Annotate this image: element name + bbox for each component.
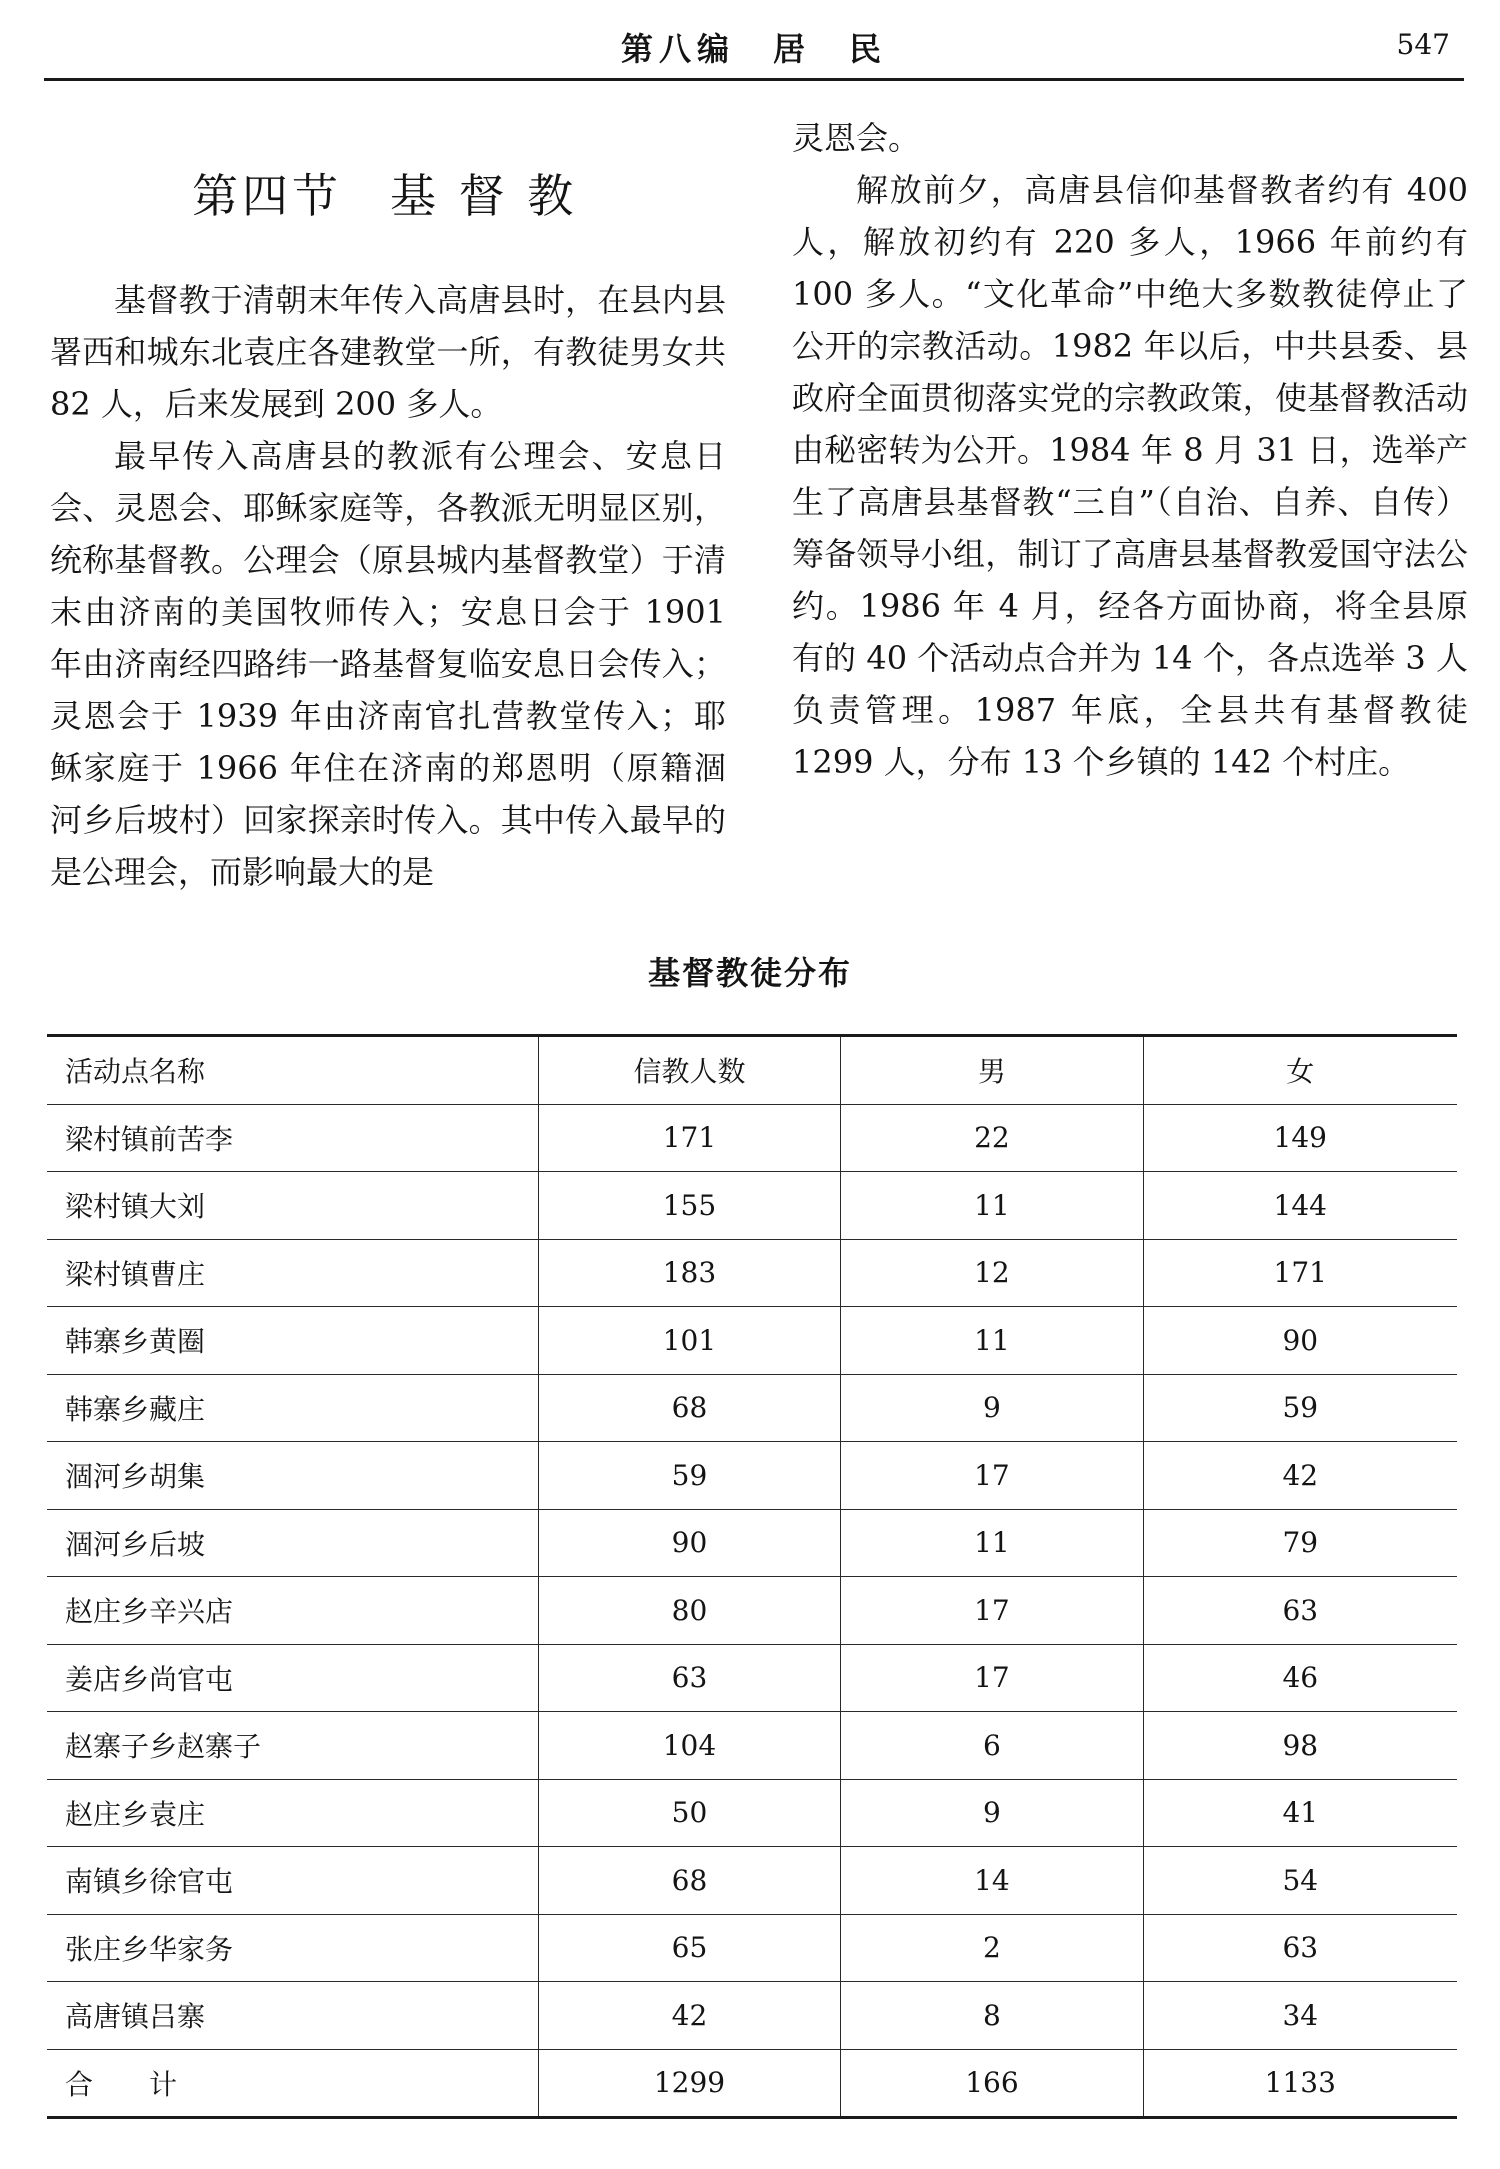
- count-cell: 42: [1143, 1442, 1457, 1510]
- count-cell: 79: [1143, 1509, 1457, 1577]
- site-name-cell: 南镇乡徐官屯: [47, 1847, 538, 1915]
- site-name-cell: 梁村镇曹庄: [47, 1239, 538, 1307]
- site-name-cell: 姜店乡尚官屯: [47, 1644, 538, 1712]
- table-row: [47, 1577, 1457, 1645]
- count-cell: 11: [841, 1307, 1143, 1375]
- count-cell: 42: [538, 1982, 841, 2050]
- count-cell: 80: [538, 1577, 841, 1645]
- site-name-cell: 梁村镇大刘: [47, 1172, 538, 1240]
- count-cell: 54: [1143, 1847, 1457, 1915]
- paragraph: 基督教于清朝末年传入高唐县时，在县内县署西和城东北袁庄各建教堂一所，有教徒男女共 82 人，后来发展到 200 多人。: [50, 281, 726, 423]
- table-row: [47, 1374, 1457, 1442]
- distribution-table: [47, 1034, 1457, 2119]
- site-name-cell: 赵寨子乡赵寨子: [47, 1712, 538, 1780]
- count-cell: 17: [841, 1577, 1143, 1645]
- count-cell: 2: [841, 1914, 1143, 1982]
- table-row: [47, 1172, 1457, 1240]
- site-name-cell: 韩寨乡黄圈: [47, 1307, 538, 1375]
- table-row: [47, 1847, 1457, 1915]
- count-cell: 68: [538, 1374, 841, 1442]
- count-cell: 59: [538, 1442, 841, 1510]
- section-name: 基 督 教: [390, 169, 578, 223]
- count-cell: 63: [1143, 1577, 1457, 1645]
- count-cell: 11: [841, 1172, 1143, 1240]
- site-name-cell: 赵庄乡袁庄: [47, 1779, 538, 1847]
- count-cell: 1299: [538, 2049, 841, 2118]
- paragraph-continuation: 灵恩会。: [792, 119, 921, 157]
- count-cell: 59: [1143, 1374, 1457, 1442]
- table-row: [47, 1239, 1457, 1307]
- table-row: [47, 1644, 1457, 1712]
- column-header: 活动点名称: [47, 1036, 538, 1105]
- site-name-cell: 赵庄乡辛兴店: [47, 1577, 538, 1645]
- count-cell: 41: [1143, 1779, 1457, 1847]
- count-cell: 8: [841, 1982, 1143, 2050]
- count-cell: 14: [841, 1847, 1143, 1915]
- count-cell: 46: [1143, 1644, 1457, 1712]
- table-row: [47, 1509, 1457, 1577]
- count-cell: 9: [841, 1779, 1143, 1847]
- count-cell: 65: [538, 1914, 841, 1982]
- table-row: [47, 1307, 1457, 1375]
- section-label: 第四节: [192, 169, 342, 223]
- table-total-row: [47, 2049, 1457, 2118]
- count-cell: 155: [538, 1172, 841, 1240]
- count-cell: 6: [841, 1712, 1143, 1780]
- count-cell: 171: [1143, 1239, 1457, 1307]
- table-row: [47, 1914, 1457, 1982]
- count-cell: 149: [1143, 1104, 1457, 1172]
- count-cell: 17: [841, 1644, 1143, 1712]
- right-column: [792, 112, 1468, 788]
- count-cell: 104: [538, 1712, 841, 1780]
- count-cell: 34: [1143, 1982, 1457, 2050]
- count-cell: 1133: [1143, 2049, 1457, 2118]
- table-body: [47, 1104, 1457, 2118]
- table-row: [47, 1779, 1457, 1847]
- column-header: 男: [841, 1036, 1143, 1105]
- chapter-title: 第八编 居 民: [620, 30, 887, 68]
- column-header: 女: [1143, 1036, 1457, 1105]
- table-row: [47, 1982, 1457, 2050]
- site-name-cell: 涸河乡后坡: [47, 1509, 538, 1577]
- site-name-cell: 合 计: [47, 2049, 538, 2118]
- table-row: [47, 1442, 1457, 1510]
- table-row: [47, 1104, 1457, 1172]
- section-heading: [192, 160, 577, 226]
- count-cell: 90: [538, 1509, 841, 1577]
- count-cell: 101: [538, 1307, 841, 1375]
- count-cell: 50: [538, 1779, 841, 1847]
- count-cell: 166: [841, 2049, 1143, 2118]
- site-name-cell: 张庄乡华家务: [47, 1914, 538, 1982]
- count-cell: 144: [1143, 1172, 1457, 1240]
- count-cell: 90: [1143, 1307, 1457, 1375]
- count-cell: 11: [841, 1509, 1143, 1577]
- count-cell: 183: [538, 1239, 841, 1307]
- count-cell: 63: [1143, 1914, 1457, 1982]
- column-header: 信教人数: [538, 1036, 841, 1105]
- count-cell: 98: [1143, 1712, 1457, 1780]
- running-header: [44, 20, 1464, 81]
- paragraph: 解放前夕，高唐县信仰基督教者约有 400 人，解放初约有 220 多人，1966 年前约有 100 多人。“文化革命”中绝大多数教徒停止了公开的宗教活动。1982 年以后，中共县委、县政府全面贯彻落实党的宗教政策，使基督教活动由秘密转为公开。1984 年 8 月 31 日，选举产生了高唐县基督教“三自”（自治、自养、自传）筹备领导小组，制订了高唐县基督教爱国守法公约。1986 年 4 月，经各方面协商，将全县原有的 40 个活动点合并为 14 个，各点选举 3 人负责管理。1987 年底，全县共有基督教徒 1299 人，分布 13 个乡镇的 142 个村庄。: [792, 171, 1468, 781]
- paragraph: 最早传入高唐县的教派有公理会、安息日会、灵恩会、耶稣家庭等，各教派无明显区别，统称基督教。公理会（原县城内基督教堂）于清末由济南的美国牧师传入；安息日会于 1901 年由济南经四路纬一路基督复临安息日会传入；灵恩会于 1939 年由济南官扎营教堂传入；耶稣家庭于 1966 年住在济南的郑恩明（原籍涸河乡后坡村）回家探亲时传入。其中传入最早的是公理会，而影响最大的是: [50, 437, 726, 891]
- site-name-cell: 梁村镇前苦李: [47, 1104, 538, 1172]
- count-cell: 68: [538, 1847, 841, 1915]
- count-cell: 12: [841, 1239, 1143, 1307]
- count-cell: 9: [841, 1374, 1143, 1442]
- count-cell: 63: [538, 1644, 841, 1712]
- table-title: 基督教徒分布: [647, 954, 852, 992]
- site-name-cell: 韩寨乡藏庄: [47, 1374, 538, 1442]
- site-name-cell: 涸河乡胡集: [47, 1442, 538, 1510]
- table-row: [47, 1712, 1457, 1780]
- count-cell: 22: [841, 1104, 1143, 1172]
- count-cell: 171: [538, 1104, 841, 1172]
- left-column: [50, 274, 726, 898]
- count-cell: 17: [841, 1442, 1143, 1510]
- table-header-row: [47, 1036, 1457, 1105]
- site-name-cell: 高唐镇吕寨: [47, 1982, 538, 2050]
- page-number: 547: [1396, 28, 1450, 61]
